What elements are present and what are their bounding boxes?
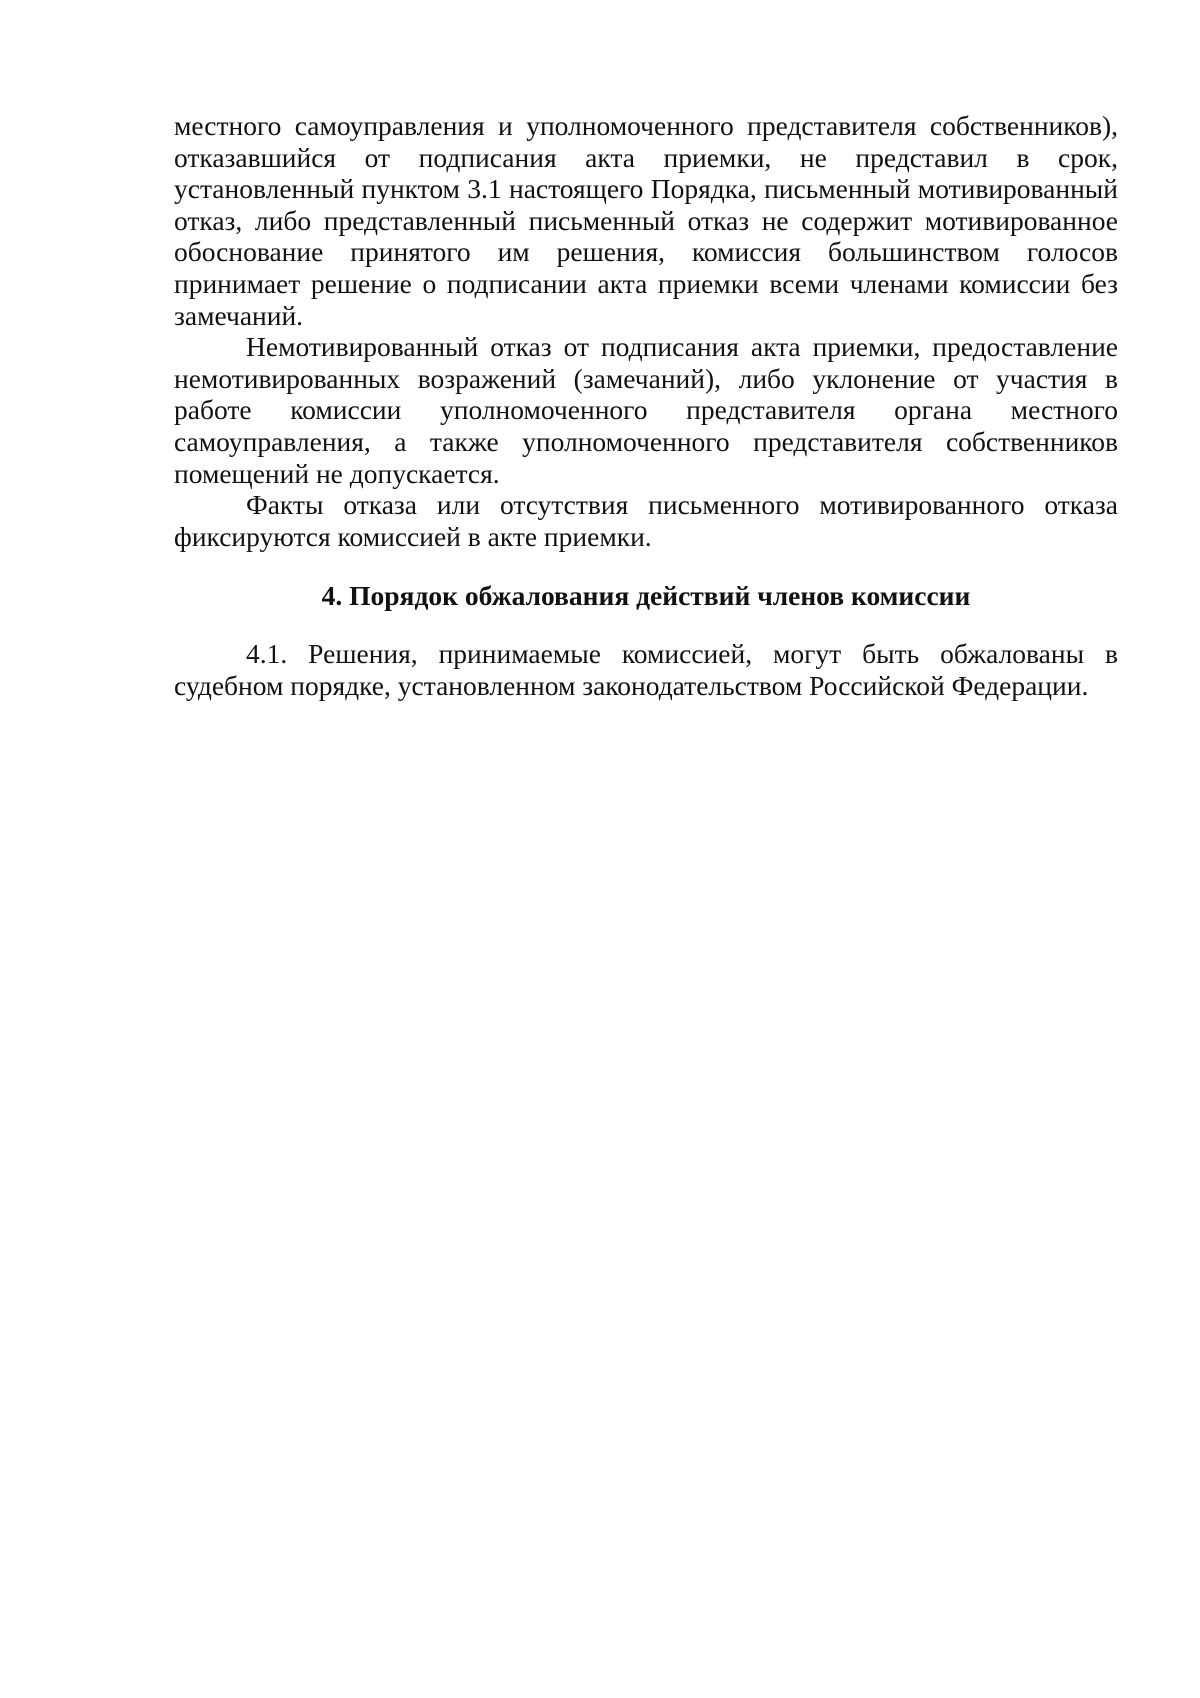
document-body [174, 110, 1118, 701]
paragraph-4-1: 4.1. Решения, принимаемые комиссией, могут быть обжалованы в судебном порядке, установленном законодательством Российской Федерации. [174, 637, 1118, 701]
section-heading: 4. Порядок обжалования действий членов комиссии [321, 580, 971, 612]
spacer [174, 552, 1118, 580]
spacer [174, 612, 1118, 638]
paragraph-continuation: местного самоуправления и уполномоченного представителя собственников), отказавшийся от подписания акта приемки, не представил в срок, установленный пунктом 3.1 настоящего Порядка, письменный мотивированный отказ, либо представленный письменный отказ не содержит мотивированное обоснование принятого им решения, комиссия большинством голосов принимает решение о подписании акта приемки всеми членами комиссии без замечаний. [174, 110, 1118, 331]
paragraph-refusal-facts: Факты отказа или отсутствия письменного мотивированного отказа фиксируются комиссией в акте приемки. [174, 489, 1118, 552]
paragraph-unmotivated-refusal: Немотивированный отказ от подписания акта приемки, предоставление немотивированных возражений (замечаний), либо уклонение от участия в работе комиссии уполномоченного представителя органа местного самоуправления, а также уполномоченного представителя собственников помещений не допускается. [174, 331, 1118, 489]
